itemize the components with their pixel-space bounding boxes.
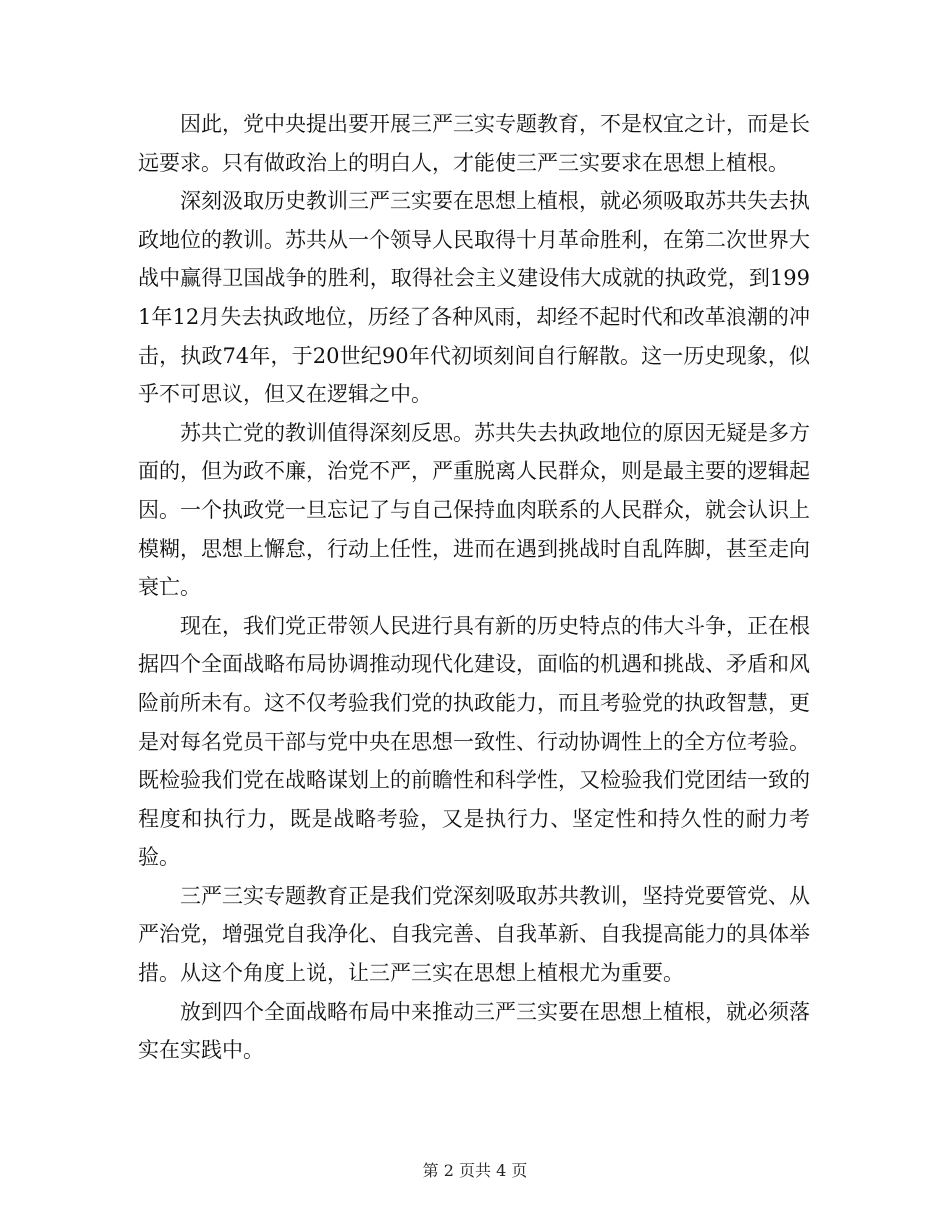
paragraph: 苏共亡党的教训值得深刻反思。苏共失去执政地位的原因无疑是多方面的，但为政不廉，治党不严，严重脱离人民群众，则是最主要的逻辑起因。一个执政党一旦忘记了与自己保持血肉联系的人民群众，就会认识上模糊，思想上懈怠，行动上任性，进而在遇到挑战时自乱阵脚，甚至走向衰亡。 — [138, 420, 810, 600]
paragraph: 因此，党中央提出要开展三严三实专题教育，不是权宜之计，而是长远要求。只有做政治上的明白人，才能使三严三实要求在思想上植根。 — [138, 112, 810, 175]
paragraph: 深刻汲取历史教训三严三实要在思想上植根，就必须吸取苏共失去执政地位的教训。苏共从一个领导人民取得十月革命胜利，在第二次世界大战中赢得卫国战争的胜利，取得社会主义建设伟大成就的执政党，到1991年12月失去执政地位，历经了各种风雨，却经不起时代和改革浪潮的冲击，执政74年，于20世纪90年代初顷刻间自行解散。这一历史现象，似乎不可思议，但又在逻辑之中。 — [138, 189, 810, 407]
paragraph: 现在，我们党正带领人民进行具有新的历史特点的伟大斗争，正在根据四个全面战略布局协调推动现代化建设，面临的机遇和挑战、矛盾和风险前所未有。这不仅考验我们党的执政能力，而且考验党的执政智慧，更是对每名党员干部与党中央在思想一致性、行动协调性上的全方位考验。既检验我们党在战略谋划上的前瞻性和科学性，又检验我们党团结一致的程度和执行力，既是战略考验，又是执行力、坚定性和持久性的耐力考验。 — [138, 613, 810, 870]
paragraph: 放到四个全面战略布局中来推动三严三实要在思想上植根，就必须落实在实践中。 — [138, 999, 810, 1063]
paragraph: 三严三实专题教育正是我们党深刻吸取苏共教训，坚持党要管党、从严治党，增强党自我净化、自我完善、自我革新、自我提高能力的具体举措。从这个角度上说，让三严三实在思想上植根尤为重要。 — [138, 883, 810, 986]
page-number-footer: 第 2 页共 4 页 — [422, 1161, 528, 1180]
document-body — [138, 105, 810, 1070]
